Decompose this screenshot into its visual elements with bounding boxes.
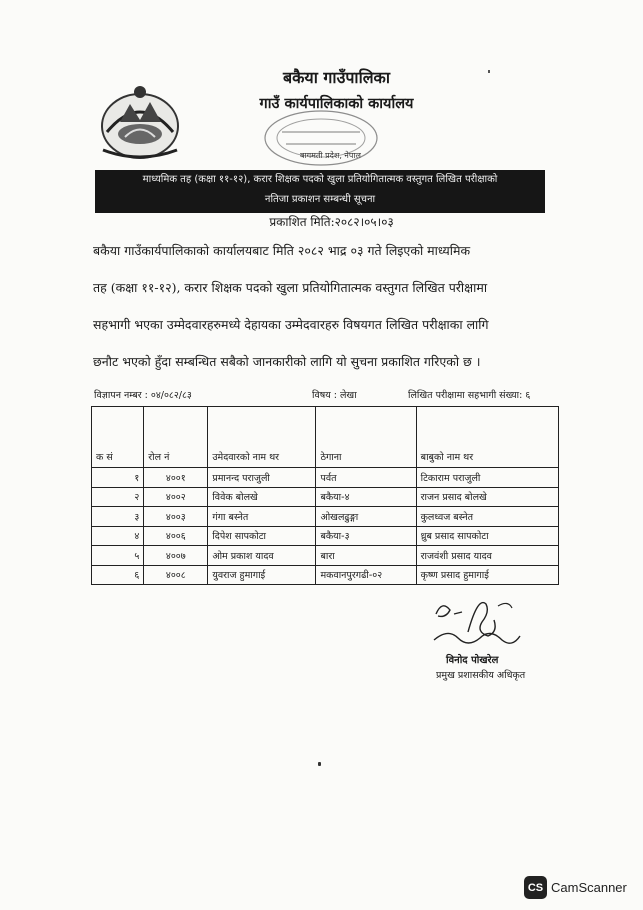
cell-address: पर्वत bbox=[316, 468, 416, 488]
handwritten-signature bbox=[428, 592, 528, 652]
scan-speck bbox=[318, 762, 321, 766]
body-line: तह (कक्षा ११-१२), करार शिक्षक पदको खुला प्रतियोगितात्मक वस्तुगत लिखित परीक्षामा bbox=[93, 280, 488, 295]
participant-count: लिखित परीक्षामा सहभागी संख्या: ६ bbox=[408, 390, 531, 401]
table-row bbox=[92, 526, 559, 546]
cell-father-name: राजन प्रसाद बोलखे bbox=[416, 487, 558, 507]
table-row bbox=[92, 487, 559, 507]
cell-serial: २ bbox=[92, 487, 144, 507]
cell-serial: ५ bbox=[92, 546, 144, 566]
cell-candidate-name: प्रमानन्द पराजुली bbox=[208, 468, 316, 488]
cell-roll: ४००२ bbox=[144, 487, 208, 507]
body-line: छनौट भएको हुँदा सम्बन्धित सबैको जानकारीको लागि यो सुचना प्रकाशित गरिएको छ । bbox=[93, 354, 481, 369]
cell-serial: ३ bbox=[92, 507, 144, 527]
table-header-row bbox=[92, 407, 559, 468]
cell-address: बकैया-३ bbox=[316, 526, 416, 546]
table-row bbox=[92, 546, 559, 566]
cell-father-name: ध्रुब प्रसाद सापकोटा bbox=[416, 526, 558, 546]
camscanner-watermark bbox=[524, 876, 627, 899]
notice-title-bar bbox=[95, 170, 545, 213]
cell-address: ओखलढुङ्गा bbox=[316, 507, 416, 527]
col-header-serial: क सं bbox=[92, 407, 144, 468]
cell-candidate-name: दिपेश सापकोटा bbox=[208, 526, 316, 546]
cell-candidate-name: युवराज हुमागाई bbox=[208, 565, 316, 585]
signatory-title: प्रमुख प्रशासकीय अधिकृत bbox=[436, 670, 526, 681]
signatory-name: विनोद पोखरेल bbox=[446, 655, 499, 666]
cell-address: मकवानपुरगढी-०२ bbox=[316, 565, 416, 585]
org-name: बकैया गाउँपालिका bbox=[283, 68, 390, 87]
cell-roll: ४००३ bbox=[144, 507, 208, 527]
cell-address: बकैया-४ bbox=[316, 487, 416, 507]
scan-speck bbox=[488, 70, 490, 73]
results-table bbox=[91, 406, 559, 585]
province-line: बागमती प्रदेश, नेपाल bbox=[300, 151, 361, 160]
subject-label: विषय : लेखा bbox=[312, 390, 357, 401]
cell-roll: ४००१ bbox=[144, 468, 208, 488]
col-header-candidate-name: उमेदवारको नाम थर bbox=[208, 407, 316, 468]
advertisement-number: विज्ञापन नम्बर : ०४/०८२/८३ bbox=[94, 390, 192, 401]
cell-father-name: राजवंशी प्रसाद यादव bbox=[416, 546, 558, 566]
cell-father-name: कृष्ण प्रसाद हुमागाई bbox=[416, 565, 558, 585]
body-line: सहभागी भएका उम्मेदवारहरुमध्ये देहायका उम्मेदवारहरु विषयगत लिखित परीक्षाका लागि bbox=[93, 317, 489, 332]
notice-body bbox=[93, 232, 553, 380]
cell-candidate-name: विवेक बोलखे bbox=[208, 487, 316, 507]
cell-roll: ४००६ bbox=[144, 526, 208, 546]
office-name: गाउँ कार्यपालिकाको कार्यालय bbox=[259, 95, 414, 112]
camscanner-logo-icon: CS bbox=[524, 876, 547, 899]
table-row bbox=[92, 507, 559, 527]
cell-roll: ४००८ bbox=[144, 565, 208, 585]
cell-serial: १ bbox=[92, 468, 144, 488]
col-header-address: ठेगाना bbox=[316, 407, 416, 468]
cell-address: बारा bbox=[316, 546, 416, 566]
table-row bbox=[92, 468, 559, 488]
col-header-roll: रोल नं bbox=[144, 407, 208, 468]
col-header-father-name: बाबुको नाम थर bbox=[416, 407, 558, 468]
notice-title-line-2: नतिजा प्रकाशन सम्बन्धी सूचना bbox=[264, 194, 376, 205]
cell-father-name: टिकाराम पराजुली bbox=[416, 468, 558, 488]
notice-title-line-1: माध्यमिक तह (कक्षा ११-१२), करार शिक्षक पदको खुला प्रतियोगितात्मक वस्तुगत लिखित परीक्षाको bbox=[142, 174, 498, 185]
cell-candidate-name: गंगा बस्नेत bbox=[208, 507, 316, 527]
cell-roll: ४००७ bbox=[144, 546, 208, 566]
camscanner-label: CamScanner bbox=[551, 880, 627, 895]
cell-serial: ६ bbox=[92, 565, 144, 585]
table-row bbox=[92, 565, 559, 585]
cell-father-name: कुलध्वज बस्नेत bbox=[416, 507, 558, 527]
cell-candidate-name: ओम प्रकाश यादव bbox=[208, 546, 316, 566]
published-date: प्रकाशित मिति:२०८२।०५।०३ bbox=[269, 215, 394, 229]
cell-serial: ४ bbox=[92, 526, 144, 546]
body-line: बकैया गाउँकार्यपालिकाको कार्यालयबाट मिति २०८२ भाद्र ०३ गते लिइएको माध्यमिक bbox=[93, 243, 471, 258]
